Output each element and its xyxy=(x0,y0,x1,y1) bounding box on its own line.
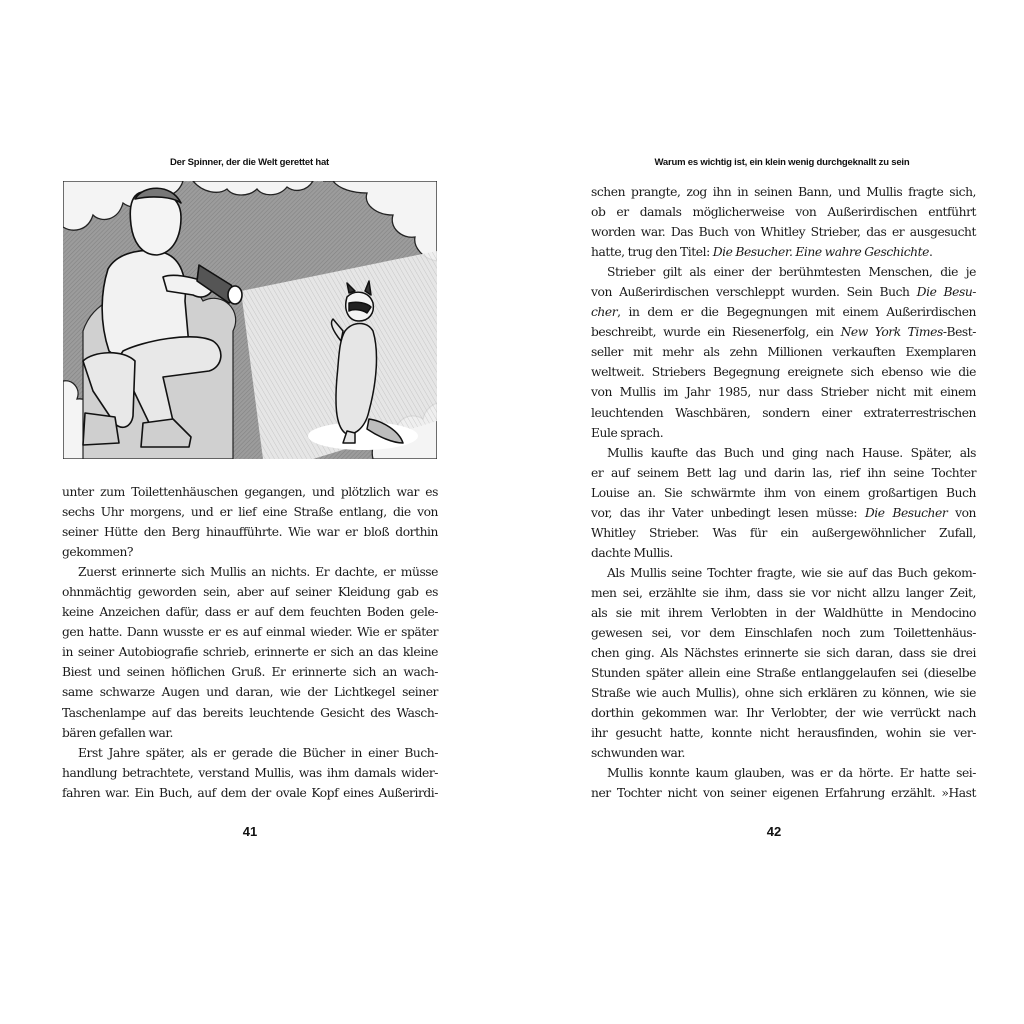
text-line: gen hatte. Dann wusste er es auf einmal wieder. Wie er später xyxy=(62,625,438,640)
text-line: worden war. Das Buch von Whitley Strieber, das er ausgesucht xyxy=(591,225,976,240)
text-line: sechs Uhr morgens, und er lief eine Straße entlang, die von xyxy=(62,505,438,520)
text-line: Zuerst erinnerte sich Mullis an nichts. Er dachte, er müsse xyxy=(78,565,438,580)
body-text-right xyxy=(591,182,976,803)
text-line: gewesen sei, vor dem Einschlafen noch zum Toilettenhäus- xyxy=(591,626,976,641)
page-number-left: 41 xyxy=(242,824,258,839)
text-line: Mullis kaufte das Buch und ging nach Hause. Später, als xyxy=(607,445,976,460)
text-line: keine Anzeichen dafür, dass er auf dem feuchten Boden gele- xyxy=(62,605,438,620)
text-line: unter zum Toilettenhäuschen gegangen, und plötzlich war es xyxy=(62,485,438,499)
text-line: ihr gesucht hatte, konnte nicht herausfinden, wohin sie ver- xyxy=(591,726,976,741)
text-line: dachte Mullis. xyxy=(591,545,673,560)
text-line: gekommen? xyxy=(62,545,134,560)
illustration-man-with-flashlight-and-raccoon xyxy=(63,181,437,459)
text-line: ner Tochter nicht von seiner eigenen Erfahrung erzählt. »Hast xyxy=(591,786,976,801)
text-line: in seiner Autobiografie schrieb, erinnerte er sich an das kleine xyxy=(62,645,438,660)
text-line: Erst Jahre später, als er gerade die Bücher in einer Buch- xyxy=(78,745,438,760)
text-line: schwunden war. xyxy=(591,746,685,761)
right-page xyxy=(512,0,1024,1024)
text-line: beschreibt, wurde ein Riesenerfolg, ein New York Times-Best- xyxy=(591,325,976,340)
page-number-right: 42 xyxy=(766,824,782,839)
text-line: chen ging. Als Nächstes erinnerte sie sich daran, dass sie drei xyxy=(591,646,976,661)
running-head-left: Der Spinner, der die Welt gerettet hat xyxy=(169,157,330,168)
text-line: seller mit mehr als zehn Millionen verkauften Exemplaren xyxy=(591,345,976,360)
text-line: von Außerirdischen verschleppt wurden. Sein Buch Die Besu- xyxy=(591,285,976,300)
text-line: Eule sprach. xyxy=(591,425,664,440)
text-line: Louise an. Sie schwärmte ihm von einem großartigen Buch xyxy=(591,485,976,500)
text-line: men sei, erzählte sie ihm, dass sie vor nicht allzu langer Zeit, xyxy=(591,585,976,600)
text-line: seiner Hütte den Berg hinaufführte. Wie war er bloß dorthin xyxy=(62,525,438,540)
text-line: bären gefallen war. xyxy=(62,725,173,740)
text-line: hatte, trug den Titel: Die Besucher. Eine wahre Geschichte. xyxy=(591,245,933,260)
text-line: leuchtenden Waschbären, sondern einer extraterrestrischen xyxy=(591,405,976,420)
text-line: vor, das ihr Vater unbedingt lesen müsse: Die Besucher von xyxy=(591,505,976,520)
text-line: cher, in dem er die Begegnungen mit einem Außerirdischen xyxy=(591,305,976,320)
text-line: Straße wie auch Mullis), ohne sich erklären zu können, wie sie xyxy=(591,686,976,701)
running-head-right: Warum es wichtig ist, ein klein wenig durchgeknallt zu sein xyxy=(654,157,910,168)
body-text-left xyxy=(62,482,438,803)
text-line: Strieber gilt als einer der berühmtesten Menschen, die je xyxy=(607,265,976,280)
text-line: Mullis konnte kaum glauben, was er da hörte. Er hatte sei- xyxy=(607,766,976,781)
text-line: Taschenlampe auf das bereits leuchtende Gesicht des Wasch- xyxy=(62,705,438,720)
text-line: als sie mit ihrem Verlobten in der Waldhütte in Mendocino xyxy=(591,605,976,620)
text-line: Als Mullis seine Tochter fragte, wie sie auf das Buch gekom- xyxy=(607,565,976,580)
text-line: ob er damals möglicherweise von Außerirdischen entführt xyxy=(591,205,976,220)
text-line: dorthin gekommen war. Ihr Verlobter, der wie verrückt nach xyxy=(591,706,976,721)
text-line: Stunden später allein eine Straße entlanggelaufen sei (dieselbe xyxy=(591,666,976,681)
text-line: Biest und seinen höflichen Gruß. Er erinnerte sich an wach- xyxy=(62,665,438,680)
text-line: er auf seinem Bett lag und darin las, rief ihn seine Tochter xyxy=(591,465,976,480)
text-line: von Mullis im Jahr 1985, nur dass Strieber nicht mit einem xyxy=(591,385,976,400)
text-line: schen prangte, zog ihn in seinen Bann, und Mullis fragte sich, xyxy=(591,185,976,199)
text-line: handlung betrachtete, verstand Mullis, was ihm damals wider- xyxy=(62,765,438,780)
text-line: same schwarze Augen und daran, wie der Lichtkegel seiner xyxy=(62,685,438,700)
text-line: weltweit. Striebers Begegnung ereignete sich ebenso wie die xyxy=(591,365,976,380)
text-line: ohnmächtig geworden sein, aber auf seiner Kleidung gab es xyxy=(62,585,438,600)
text-line: Whitley Strieber. Was für ein außergewöhnlicher Zufall, xyxy=(591,525,976,540)
text-line: fahren war. Ein Buch, auf dem der ovale Kopf eines Außerirdi- xyxy=(62,785,438,800)
